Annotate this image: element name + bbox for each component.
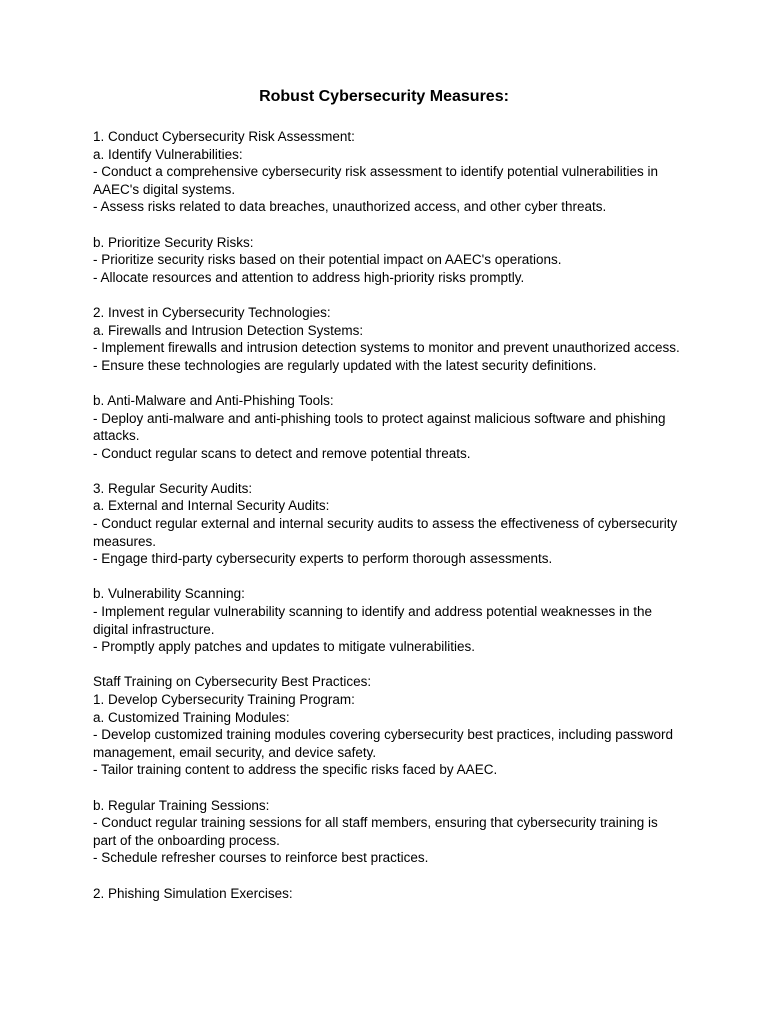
paragraph-gap — [93, 374, 683, 392]
paragraph-gap — [93, 286, 683, 304]
section-heading: 1. Conduct Cybersecurity Risk Assessment: — [93, 129, 355, 144]
paragraph-gap — [93, 779, 683, 797]
bullet-line: - Prioritize security risks based on their potential impact on AAEC's operations. — [93, 252, 562, 268]
subsection-heading: b. Regular Training Sessions: — [93, 797, 270, 813]
subsection-heading: a. Identify Vulnerabilities: — [93, 146, 243, 162]
bullet-line: - Implement firewalls and intrusion detection systems to monitor and prevent unauthorized access. — [93, 340, 680, 356]
bullet-line: - Ensure these technologies are regularly updated with the latest security definitions. — [93, 357, 597, 373]
subsection-heading: b. Vulnerability Scanning: — [93, 586, 245, 602]
bullet-line: - Deploy anti-malware and anti-phishing tools to protect against malicious software and phishing attacks. — [93, 410, 666, 444]
paragraph-gap — [93, 867, 683, 885]
bullet-line: - Conduct regular scans to detect and remove potential threats. — [93, 445, 471, 461]
section-heading: 2. Phishing Simulation Exercises: — [93, 885, 293, 901]
bullet-line: - Conduct a comprehensive cybersecurity risk assessment to identify potential vulnerabilities in AAEC's digital systems. — [93, 164, 659, 197]
subsection-heading: b. Anti-Malware and Anti-Phishing Tools: — [93, 392, 334, 408]
subsection-heading: a. External and Internal Security Audits: — [93, 498, 330, 514]
paragraph-gap — [93, 656, 683, 674]
section-heading: 2. Invest in Cybersecurity Technologies: — [93, 304, 331, 320]
bullet-line: - Conduct regular training sessions for all staff members, ensuring that cybersecurity training is part of the onboarding process. — [93, 815, 658, 848]
section-title: Staff Training on Cybersecurity Best Practices: — [93, 674, 372, 690]
document-title: Robust Cybersecurity Measures: — [259, 88, 509, 105]
paragraph-gap — [93, 568, 683, 586]
bullet-line: - Schedule refresher courses to reinforce best practices. — [93, 850, 429, 866]
bullet-line: - Allocate resources and attention to address high-priority risks promptly. — [93, 269, 525, 285]
paragraph-gap — [93, 216, 683, 234]
bullet-line: - Tailor training content to address the specific risks faced by AAEC. — [93, 762, 498, 778]
bullet-line: - Assess risks related to data breaches, unauthorized access, and other cyber threats. — [93, 199, 607, 215]
bullet-line: - Develop customized training modules covering cybersecurity best practices, including password management, email security, and device safety. — [93, 727, 674, 760]
bullet-line: - Implement regular vulnerability scanning to identify and address potential weaknesses in the digital infrastructure. — [93, 604, 653, 637]
bullet-line: - Conduct regular external and internal security audits to assess the effectiveness of cybersecurity measures. — [93, 516, 678, 549]
section-heading: 1. Develop Cybersecurity Training Program: — [93, 692, 355, 707]
section-heading: 3. Regular Security Audits: — [93, 480, 253, 496]
document-body — [93, 128, 683, 902]
bullet-line: - Engage third-party cybersecurity experts to perform thorough assessments. — [93, 551, 553, 567]
subsection-heading: a. Customized Training Modules: — [93, 709, 290, 725]
subsection-heading: b. Prioritize Security Risks: — [93, 234, 254, 250]
subsection-heading: a. Firewalls and Intrusion Detection Systems: — [93, 322, 364, 338]
paragraph-gap — [93, 462, 683, 480]
bullet-line: - Promptly apply patches and updates to mitigate vulnerabilities. — [93, 639, 475, 655]
